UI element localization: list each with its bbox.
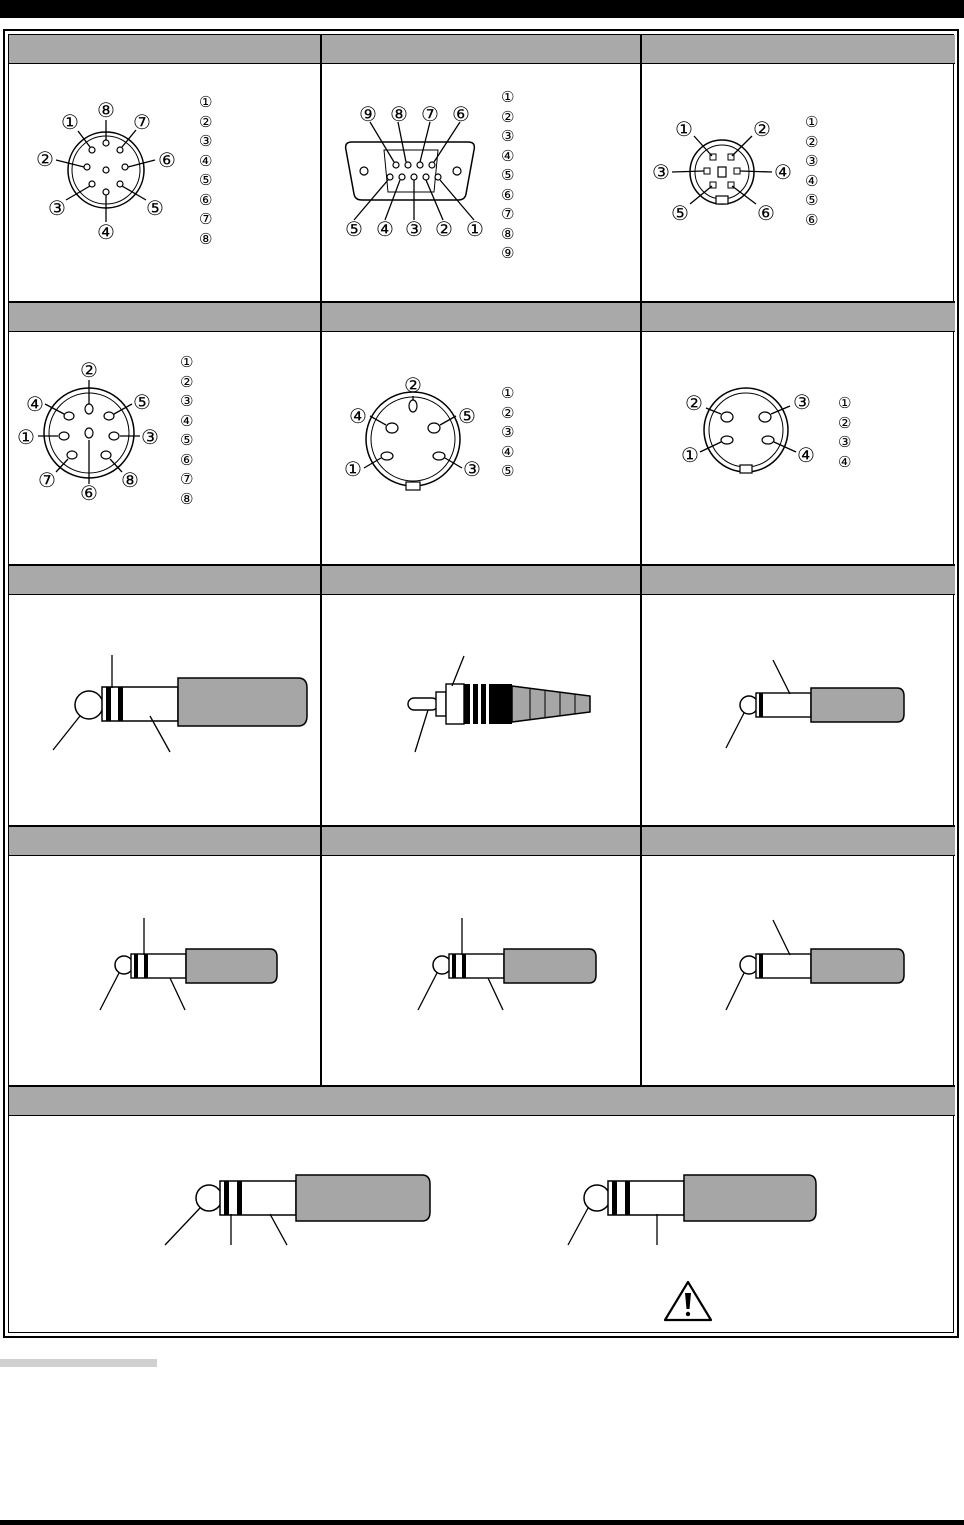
- pin-list-item: ④: [199, 151, 213, 170]
- pin-list-item: ⑤: [805, 191, 819, 209]
- pin-holes: [84, 140, 128, 195]
- din4-label-2: ②: [685, 391, 703, 415]
- pin-list-item: ⑥: [501, 185, 515, 204]
- mono-mini-plug-b-diagram: [726, 920, 904, 1010]
- pin-list-item: ①: [838, 394, 852, 412]
- pin-list-item: ①: [501, 88, 515, 106]
- pin-list-item: ⑤: [180, 431, 194, 449]
- din5-label-5: ⑤: [458, 404, 476, 428]
- din5-label-4: ④: [349, 404, 367, 428]
- mini-din6-label-2: ②: [753, 117, 771, 141]
- pin-list-item: ③: [199, 132, 213, 150]
- din8-a-label-4: ④: [97, 220, 115, 244]
- din8-b-label-4: ④: [26, 392, 44, 416]
- headphone-plug-mono-diagram: [568, 1175, 816, 1245]
- stereo-plug-large-diagram: [53, 655, 307, 752]
- din8-a-diagram: [56, 120, 155, 222]
- stereo-mini-plug-a-diagram: [100, 918, 277, 1010]
- pin-list-item: ⑤: [501, 462, 515, 480]
- dsub-insert: [384, 150, 438, 192]
- pin-holes: [381, 400, 445, 460]
- dsub9-label-5: ⑤: [345, 217, 363, 241]
- pin-list-item: ①: [180, 353, 194, 371]
- din5-label-3: ③: [463, 457, 481, 481]
- din8-a-label-6: ⑥: [158, 148, 176, 172]
- din8-b-label-5: ⑤: [133, 390, 151, 414]
- pin-list-item: ②: [180, 372, 194, 391]
- pin-holes: [721, 412, 774, 444]
- pin-list-item: ②: [501, 107, 515, 126]
- dsub9-label-1: ①: [466, 217, 484, 241]
- pin-list-item: ①: [805, 113, 819, 131]
- pin-list-item: ⑧: [199, 229, 213, 248]
- pin-list-item: ③: [805, 152, 819, 170]
- pin-list-item: ③: [501, 423, 515, 441]
- pin-list-item: ③: [180, 392, 194, 410]
- din8-a-label-8: ⑧: [97, 98, 115, 122]
- din8-a-label-1: ①: [61, 110, 79, 134]
- mini-din6-label-1: ①: [675, 117, 693, 141]
- dsub9-label-2: ②: [435, 217, 453, 241]
- din8-b-label-8: ⑧: [121, 468, 139, 492]
- din4-label-1: ①: [681, 443, 699, 467]
- pin-list-item: ⑤: [199, 171, 213, 189]
- warning-triangle-icon: [665, 1282, 711, 1320]
- pin-list-item: ④: [180, 411, 194, 430]
- pin-list-item: ⑤: [501, 166, 515, 184]
- dsub9-label-7: ⑦: [421, 102, 439, 126]
- dsub9-label-6: ⑥: [452, 102, 470, 126]
- mini-din6-diagram: [672, 136, 772, 204]
- mini-din6-label-4: ④: [774, 160, 792, 184]
- stereo-mini-plug-b-diagram: [418, 918, 596, 1010]
- din4-label-4: ④: [797, 443, 815, 467]
- mini-din6-label-6: ⑥: [757, 201, 775, 225]
- connector-inner-ring: [709, 393, 783, 467]
- din8-b-label-1: ①: [17, 425, 35, 449]
- dsub9-label-4: ④: [376, 217, 394, 241]
- din8-b-label-6: ⑥: [80, 481, 98, 505]
- mini-din6-label-3: ③: [652, 160, 670, 184]
- din5-diagram: [364, 392, 462, 490]
- pin-list-item: ⑧: [501, 224, 515, 243]
- din8-a-label-5: ⑤: [146, 196, 164, 220]
- pin-list-item: ②: [199, 112, 213, 131]
- dsub9-label-3: ③: [405, 217, 423, 241]
- din8-a-label-7: ⑦: [133, 110, 151, 134]
- pin-list-item: ④: [805, 171, 819, 190]
- din8-b-label-3: ③: [141, 425, 159, 449]
- pin-list-item: ②: [805, 132, 819, 151]
- pin-list-item: ⑥: [199, 190, 213, 209]
- pin-list-item: ③: [501, 127, 515, 145]
- din5-label-1: ①: [344, 457, 362, 481]
- dsub9-label-9: ⑨: [359, 102, 377, 126]
- mono-mini-plug-a-diagram: [726, 660, 904, 748]
- mini-din6-label-5: ⑤: [671, 201, 689, 225]
- headphone-plug-stereo-diagram: [165, 1175, 430, 1245]
- pin-list-item: ⑦: [501, 205, 515, 223]
- din4-diagram: [700, 388, 796, 473]
- pin-list-item: ②: [501, 403, 515, 422]
- din8-b-label-7: ⑦: [38, 468, 56, 492]
- pin-list-item: ⑦: [199, 210, 213, 228]
- connector-outer-ring: [704, 388, 788, 472]
- bottom-black-bar: [0, 1520, 964, 1525]
- pin-list-item: ④: [501, 442, 515, 461]
- din8-b-label-2: ②: [80, 358, 98, 382]
- pin-list-item: ⑧: [180, 489, 194, 508]
- din8-a-label-2: ②: [36, 147, 54, 171]
- din4-label-3: ③: [793, 390, 811, 414]
- pin-list-item: ⑦: [180, 470, 194, 488]
- pin-list-item: ②: [838, 413, 852, 432]
- dsub9-diagram: [346, 122, 475, 220]
- pin-list-item: ④: [501, 146, 515, 165]
- pin-holes: [387, 162, 441, 180]
- pin-list-item: ⑥: [180, 450, 194, 469]
- pin-list-item: ①: [501, 384, 515, 402]
- pin-list-item: ①: [199, 93, 213, 111]
- rca-plug-diagram: [408, 656, 590, 752]
- pin-list-item: ⑥: [805, 210, 819, 229]
- dsub9-label-8: ⑧: [390, 102, 408, 126]
- pin-list-item: ③: [838, 433, 852, 451]
- din5-label-2: ②: [404, 373, 422, 397]
- pin-list-item: ④: [838, 452, 852, 471]
- section-divider-strip: [0, 1359, 157, 1367]
- pin-list-item: ⑨: [501, 244, 515, 262]
- din8-a-label-3: ③: [48, 196, 66, 220]
